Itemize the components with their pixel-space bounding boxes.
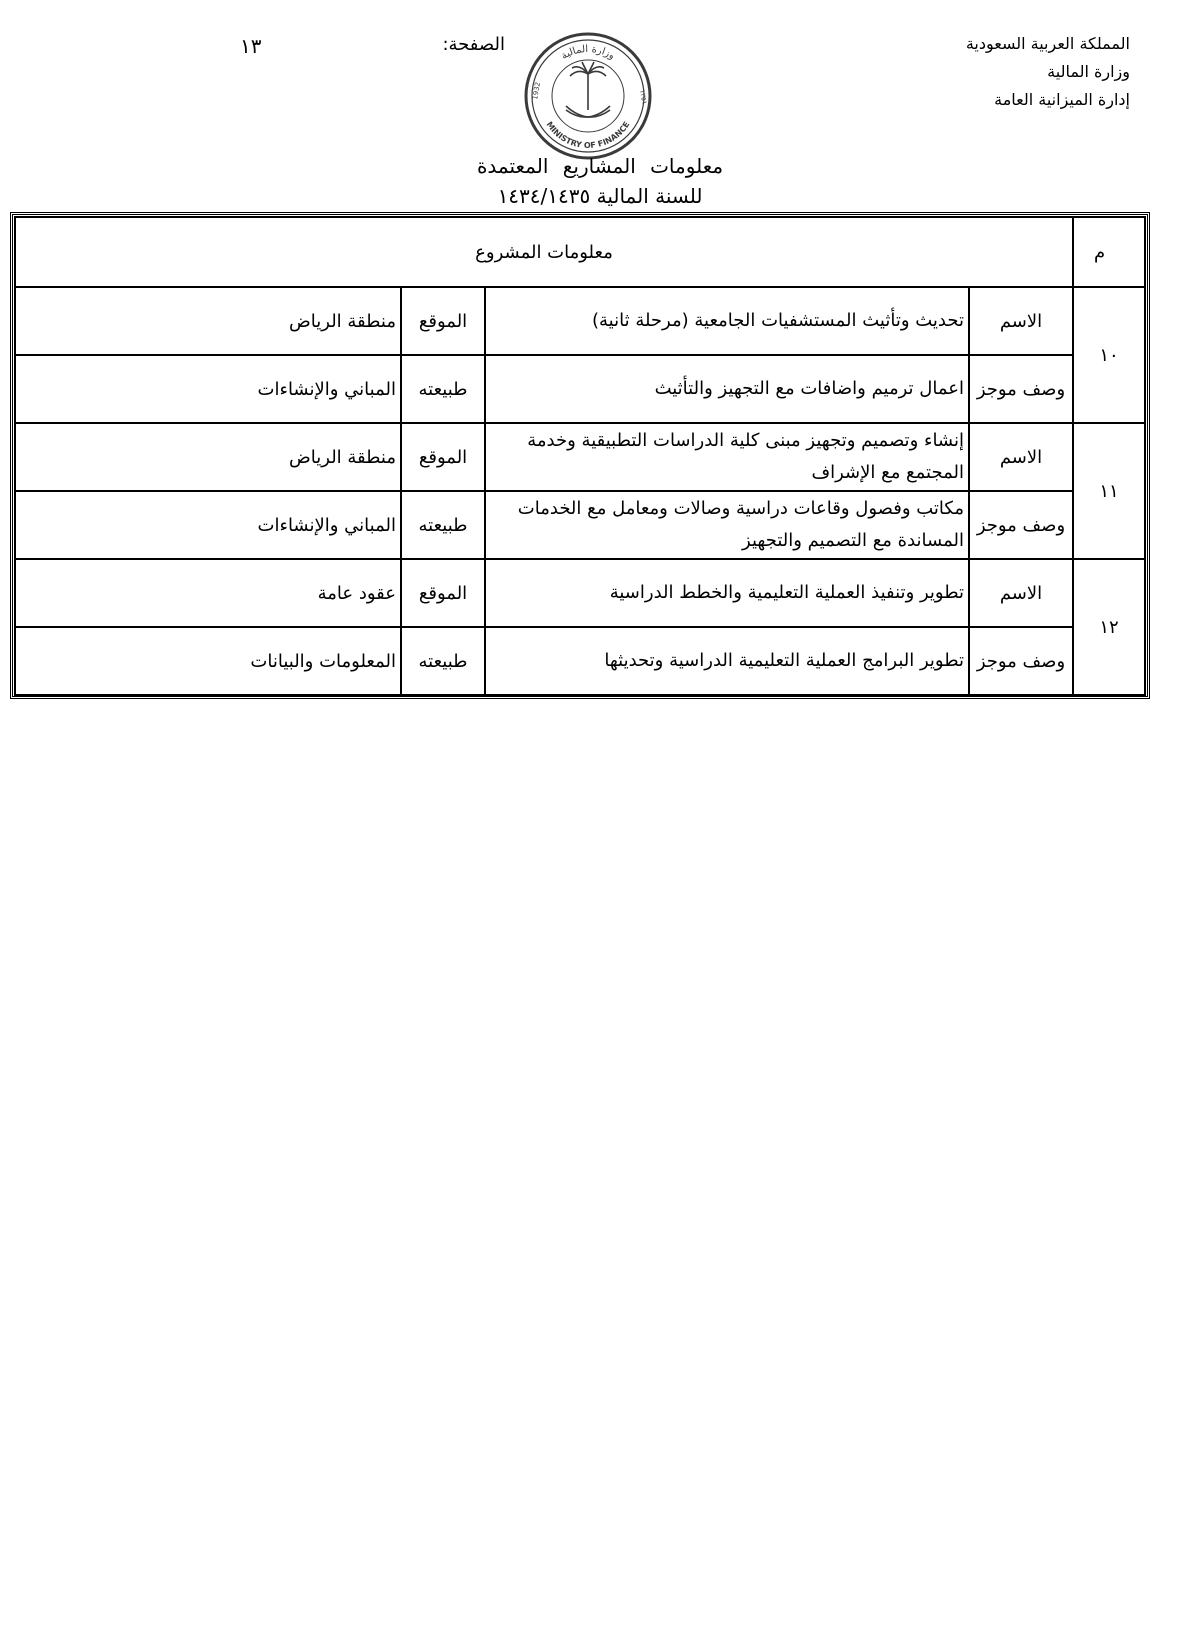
kingdom-name: المملكة العربية السعودية bbox=[965, 34, 1130, 53]
project-nature: المباني والإنشاءات bbox=[15, 355, 401, 423]
project-number: ١٢ bbox=[1073, 559, 1145, 695]
document-title: معلومات المشاريع المعتمدة bbox=[476, 154, 724, 178]
header-info-cell: معلومات المشروع bbox=[15, 217, 1073, 287]
ministry-name: وزارة المالية bbox=[1047, 62, 1130, 81]
page-label: الصفحة: bbox=[442, 34, 505, 55]
location-label: الموقع bbox=[401, 559, 485, 627]
location-label: الموقع bbox=[401, 423, 485, 491]
desc-label: وصف موجز bbox=[969, 355, 1073, 423]
table-header-row bbox=[15, 217, 1145, 287]
nature-label: طبيعته bbox=[401, 627, 485, 695]
project-name: إنشاء وتصميم وتجهيز مبنى كلية الدراسات التطبيقية وخدمة المجتمع مع الإشراف bbox=[485, 423, 969, 491]
ministry-seal-logo bbox=[522, 30, 654, 162]
nature-label: طبيعته bbox=[401, 491, 485, 559]
project-location: عقود عامة bbox=[15, 559, 401, 627]
desc-label: وصف موجز bbox=[969, 627, 1073, 695]
project-nature: المباني والإنشاءات bbox=[15, 491, 401, 559]
seal-year-left: 1932 bbox=[531, 81, 543, 101]
seal-year-right: ١٣٥١ bbox=[638, 88, 649, 106]
desc-label: وصف موجز bbox=[969, 491, 1073, 559]
project-description: اعمال ترميم واضافات مع التجهيز والتأثيث bbox=[485, 355, 969, 423]
fiscal-year-subtitle: للسنة المالية ١٤٣٤/١٤٣٥ bbox=[497, 184, 703, 208]
project-name: تطوير وتنفيذ العملية التعليمية والخطط الدراسية bbox=[485, 559, 969, 627]
name-label: الاسم bbox=[969, 559, 1073, 627]
project-name: تحديث وتأثيث المستشفيات الجامعية (مرحلة ثانية) bbox=[485, 287, 969, 355]
project-location: منطقة الرياض bbox=[15, 423, 401, 491]
project-nature: المعلومات والبيانات bbox=[15, 627, 401, 695]
table-row bbox=[15, 287, 1145, 355]
project-description: تطوير البرامج العملية التعليمية الدراسية وتحديثها bbox=[485, 627, 969, 695]
nature-label: طبيعته bbox=[401, 355, 485, 423]
table-row bbox=[15, 491, 1145, 559]
table-row bbox=[15, 355, 1145, 423]
palm-emblem bbox=[566, 62, 610, 117]
project-description: مكاتب وفصول وقاعات دراسية وصالات ومعامل مع الخدمات المساندة مع التصميم والتجهيز bbox=[485, 491, 969, 559]
projects-table bbox=[14, 216, 1146, 696]
table-row bbox=[15, 423, 1145, 491]
project-location: منطقة الرياض bbox=[15, 287, 401, 355]
page-number: ١٣ bbox=[240, 34, 262, 58]
project-number: ١٠ bbox=[1073, 287, 1145, 423]
table-row bbox=[15, 627, 1145, 695]
svg-text:MINISTRY OF FINANCE bbox=[545, 120, 632, 150]
name-label: الاسم bbox=[969, 423, 1073, 491]
svg-text:وزارة المالية bbox=[559, 44, 616, 62]
location-label: الموقع bbox=[401, 287, 485, 355]
seal-english-text: MINISTRY OF FINANCE bbox=[544, 119, 632, 151]
project-number: ١١ bbox=[1073, 423, 1145, 559]
name-label: الاسم bbox=[969, 287, 1073, 355]
table-row bbox=[15, 559, 1145, 627]
department-name: إدارة الميزانية العامة bbox=[994, 90, 1130, 109]
seal-arabic-text: وزارة المالية bbox=[559, 43, 617, 62]
header-m-cell: م bbox=[1073, 217, 1145, 287]
ministry-header bbox=[830, 30, 1130, 114]
